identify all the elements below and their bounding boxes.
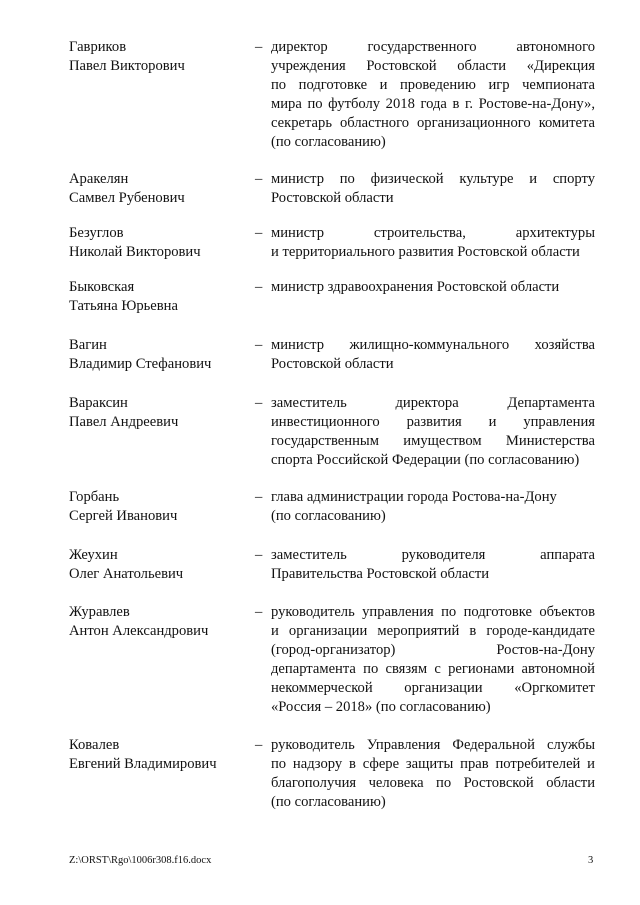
position-line: директор государственного автономного (271, 39, 595, 55)
position-line: государственным имуществом Министерства (271, 433, 595, 449)
member-position (271, 488, 595, 526)
member-name (69, 38, 249, 76)
surname: Журавлев (69, 604, 130, 620)
member-name (69, 278, 249, 316)
surname: Аракелян (69, 171, 129, 187)
position-line: руководитель Управления Федеральной службы (271, 737, 595, 753)
position-line: и территориального развития Ростовской области (271, 244, 580, 260)
surname: Ковалев (69, 737, 120, 753)
dash-separator: – (255, 279, 263, 295)
member-position (271, 224, 595, 262)
position-line: (город-организатор) Ростов-на-Дону (271, 642, 595, 658)
position-line: глава администрации города Ростова-на-Дону (271, 489, 557, 505)
position-line: некоммерческой организации «Оргкомитет (271, 680, 595, 696)
position-line: инвестиционного развития и управления (271, 414, 595, 430)
given-names: Владимир Стефанович (69, 356, 212, 372)
dash-separator: – (255, 39, 263, 55)
dash-separator: – (255, 337, 263, 353)
page-number: 3 (588, 855, 594, 866)
given-names: Евгений Владимирович (69, 756, 217, 772)
member-position (271, 170, 595, 208)
surname: Жеухин (69, 547, 118, 563)
member-position (271, 278, 595, 297)
dash-separator: – (255, 171, 263, 187)
dash-separator: – (255, 547, 263, 563)
member-name (69, 603, 249, 641)
footer-file-path: Z:\ORST\Rgo\1006r308.f16.docx (69, 855, 212, 866)
given-names: Павел Андреевич (69, 414, 179, 430)
surname: Вагин (69, 337, 107, 353)
position-line: секретарь областного организационного комитета (271, 115, 595, 131)
position-line: Ростовской области (271, 356, 394, 372)
dash-separator: – (255, 489, 263, 505)
given-names: Татьяна Юрьевна (69, 298, 178, 314)
position-line: руководитель управления по подготовке объектов (271, 604, 595, 620)
position-line: (по согласованию) (271, 508, 386, 524)
dash-separator: – (255, 737, 263, 753)
position-line: Ростовской области (271, 190, 394, 206)
dash-separator: – (255, 395, 263, 411)
dash-separator: – (255, 604, 263, 620)
position-line: (по согласованию) (271, 134, 386, 150)
position-line: «Россия – 2018» (по согласованию) (271, 699, 491, 715)
position-line: спорта Российской Федерации (по согласованию) (271, 452, 580, 468)
position-line: Правительства Ростовской области (271, 566, 490, 582)
surname: Гавриков (69, 39, 127, 55)
surname: Вараксин (69, 395, 128, 411)
member-position (271, 38, 595, 152)
surname: Горбань (69, 489, 120, 505)
member-position (271, 394, 595, 470)
dash-separator: – (255, 225, 263, 241)
member-position (271, 603, 595, 717)
member-position (271, 546, 595, 584)
given-names: Павел Викторович (69, 58, 185, 74)
given-names: Самвел Рубенович (69, 190, 185, 206)
member-name (69, 394, 249, 432)
member-name (69, 224, 249, 262)
surname: Быковская (69, 279, 135, 295)
member-position (271, 736, 595, 812)
position-line: министр здравоохранения Ростовской области (271, 279, 560, 295)
member-name (69, 170, 249, 208)
position-line: благополучия человека по Ростовской области (271, 775, 595, 791)
position-line: заместитель директора Департамента (271, 395, 595, 411)
position-line: министр жилищно-коммунального хозяйства (271, 337, 595, 353)
position-line: заместитель руководителя аппарата (271, 547, 595, 563)
member-name (69, 488, 249, 526)
member-name (69, 546, 249, 584)
surname: Безуглов (69, 225, 124, 241)
position-line: учреждения Ростовской области «Дирекция (271, 58, 595, 74)
position-line: мира по футболу 2018 года в г. Ростове-на-Дону», (271, 96, 595, 112)
position-line: по надзору в сфере защиты прав потребителей и (271, 756, 595, 772)
member-name (69, 736, 249, 774)
position-line: министр по физической культуре и спорту (271, 171, 595, 187)
member-position (271, 336, 595, 374)
given-names: Олег Анатольевич (69, 566, 184, 582)
position-line: и организации мероприятий в городе-кандидате (271, 623, 595, 639)
given-names: Николай Викторович (69, 244, 201, 260)
member-name (69, 336, 249, 374)
position-line: министр строительства, архитектуры (271, 225, 595, 241)
position-line: департамента по связям с регионами автономной (271, 661, 595, 677)
position-line: (по согласованию) (271, 794, 386, 810)
position-line: по подготовке и проведению игр чемпионата (271, 77, 595, 93)
given-names: Сергей Иванович (69, 508, 178, 524)
given-names: Антон Александрович (69, 623, 209, 639)
